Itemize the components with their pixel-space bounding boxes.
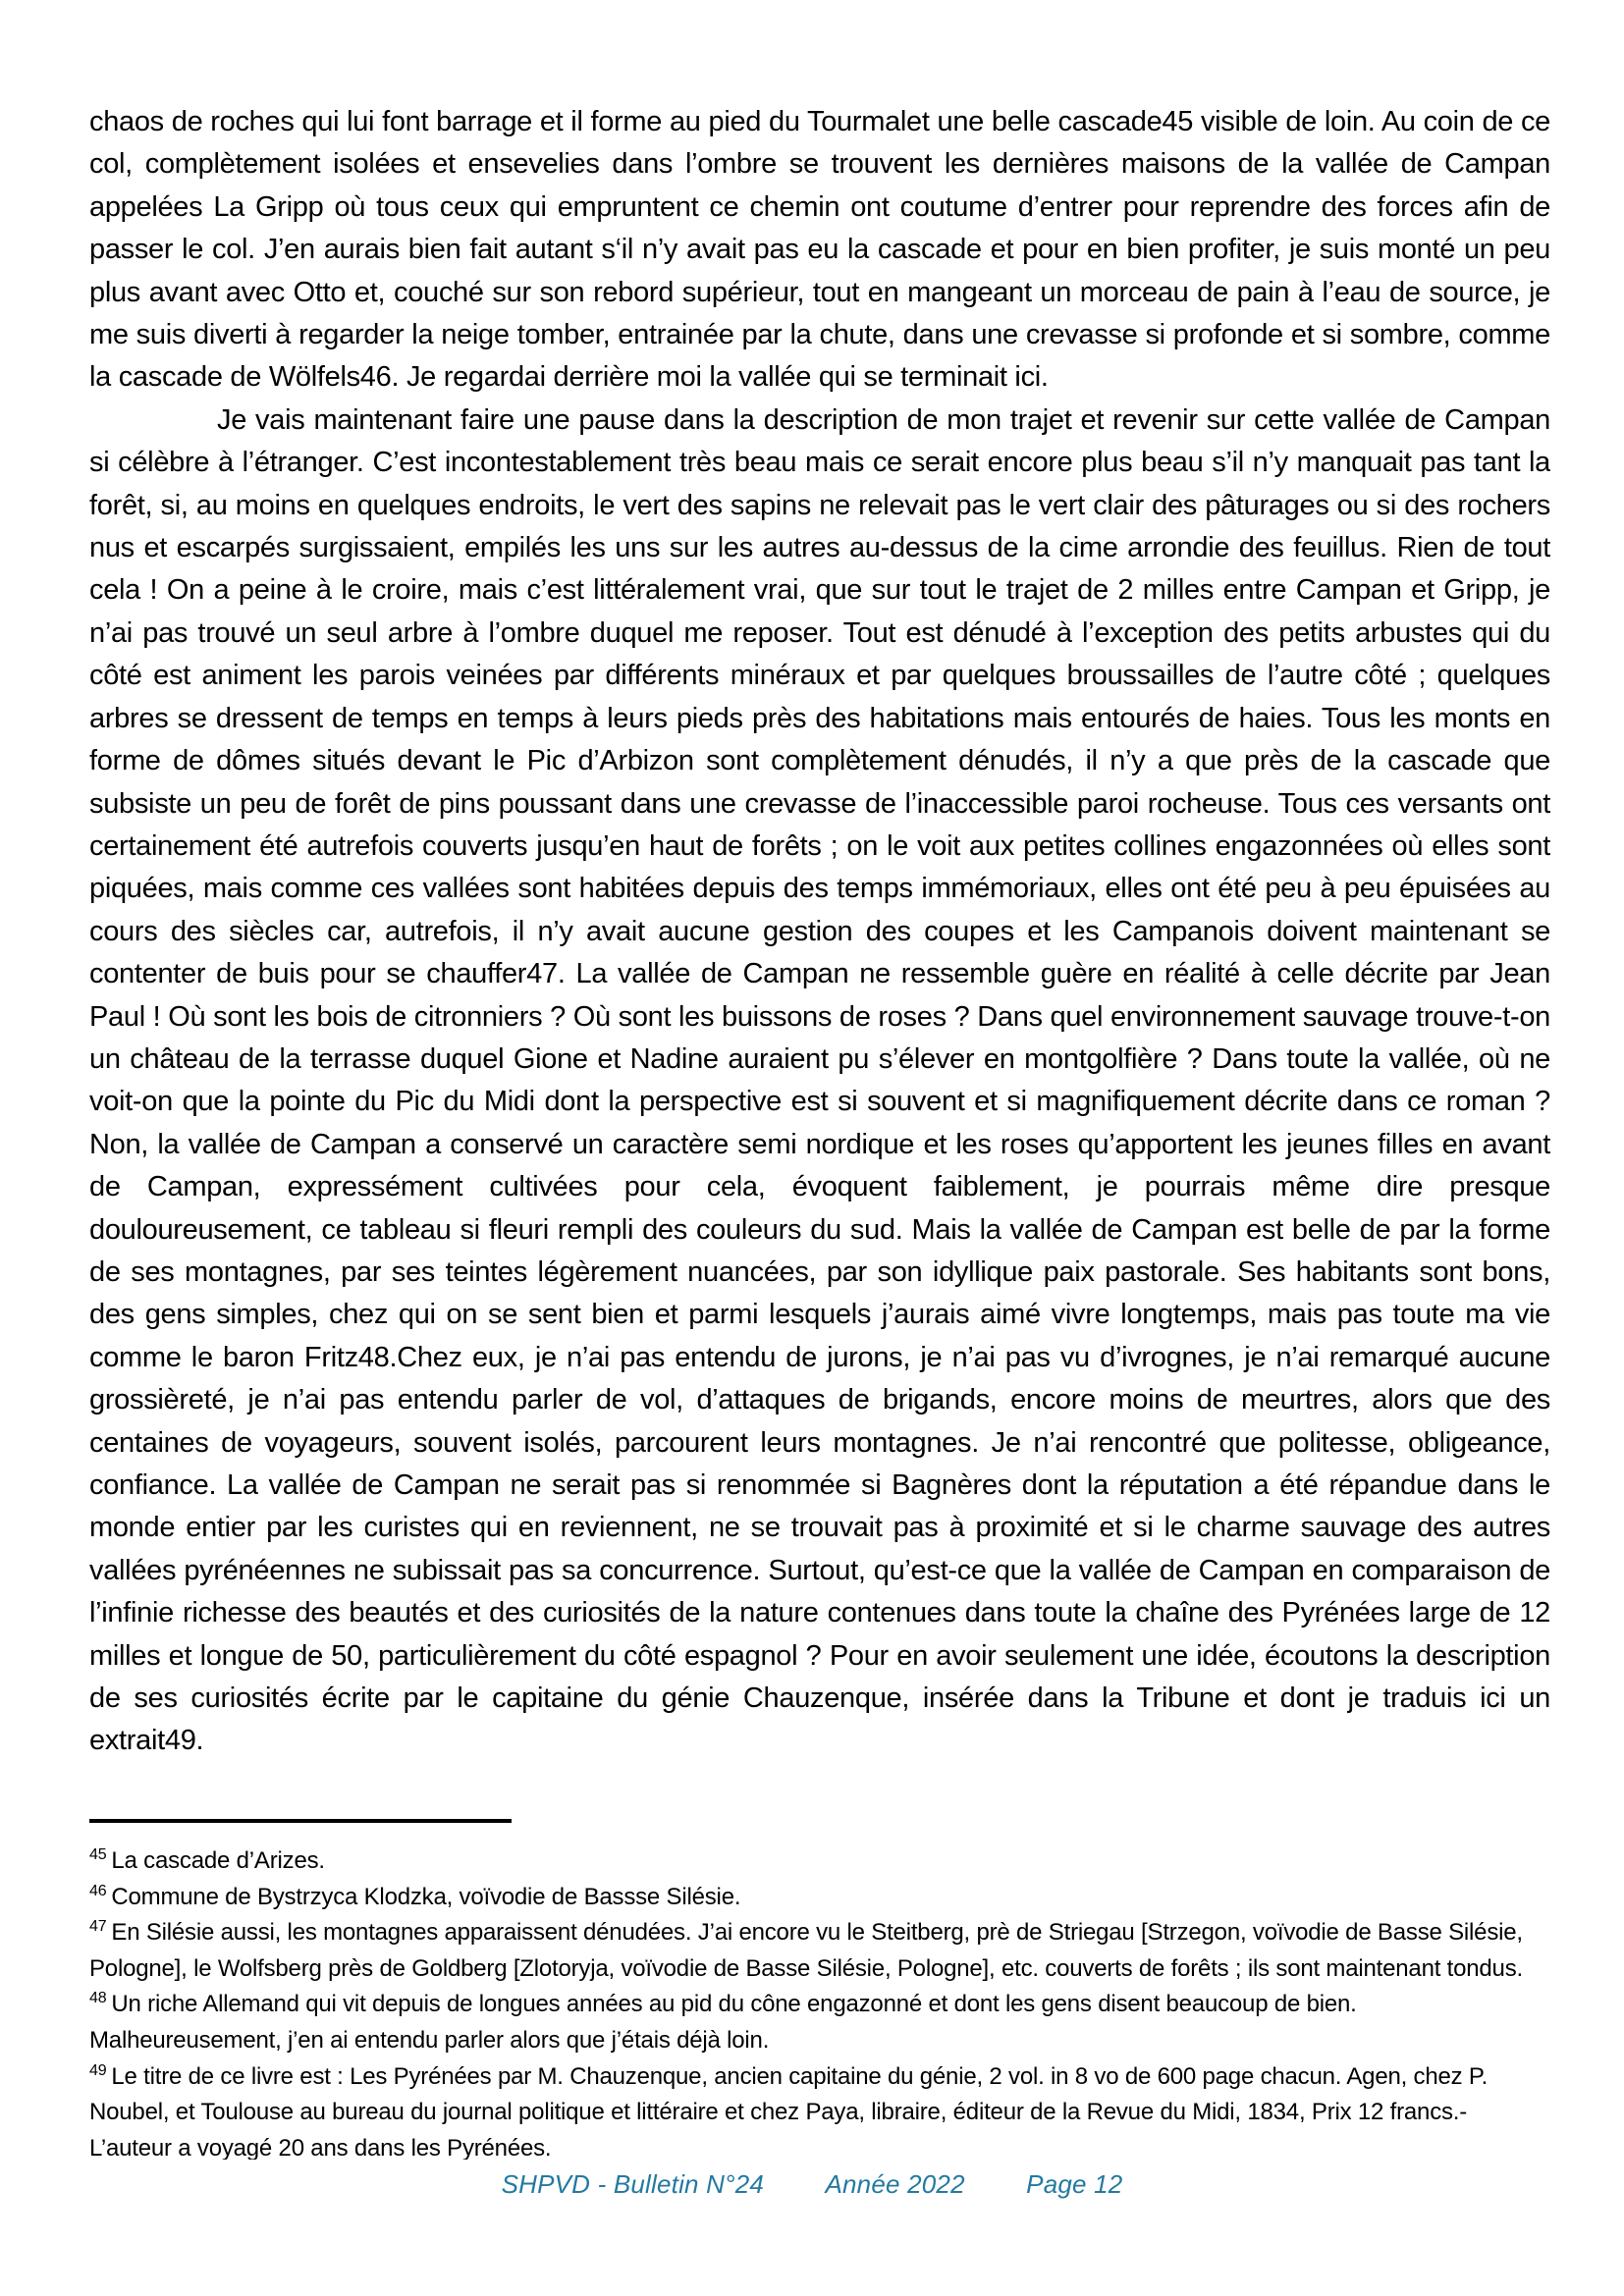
footnote-number: 47 [89,1918,107,1936]
footnote-number: 45 [89,1846,107,1863]
footnote-number: 48 [89,1990,107,2007]
footnote-separator-line [89,1819,512,1823]
footnote [89,1880,1550,1916]
paragraph: Je vais maintenant faire une pause dans la description de mon trajet et revenir sur cette vallée de Campan si célèbre à l’étranger. C’est incontestablement très beau mais ce serait encore plus beau s’il n’y manquait pas tant la forêt, si, au moins en quelques endroits, le vert des sapins ne relevait pas le vert clair des pâturages ou si des rochers nus et escarpés surgissaient, empilés les uns sur les autres au-dessus de la cime arrondie des feuillus. Rien de tout cela ! On a peine à le croire, mais c’est littéralement vrai, que sur tout le trajet de 2 milles entre Campan et Gripp, je n’ai pas trouvé un seul arbre à l’ombre duquel me reposer. Tout est dénudé à l’exception des petits arbustes qui du côté est animent les parois veinées par différents minéraux et par quelques broussailles de l’autre côté ; quelques arbres se dressent de temps en temps à leurs pieds près des habitations mais entourés de haies. Tous les monts en forme de dômes situés devant le Pic d’Arbizon sont complètement dénudés, il n’y a que près de la cascade que subsiste un peu de forêt de pins poussant dans une crevasse de l’inaccessible paroi rocheuse. Tous ces versants ont certainement été autrefois couverts jusqu’en haut de forêts ; on le voit aux petites collines engazonnées où elles sont piquées, mais comme ces vallées sont habitées depuis des temps immémoriaux, elles ont été peu à peu épuisées au cours des siècles car, autrefois, il n’y avait aucune gestion des coupes et les Campanois doivent maintenant se contenter de buis pour se chauffer47. La vallée de Campan ne ressemble guère en réalité à celle décrite par Jean Paul ! Où sont les bois de citronniers ? Où sont les buissons de roses ? Dans quel environnement sauvage trouve-t-on un château de la terrasse duquel Gione et Nadine auraient pu s’élever en montgolfière ? Dans toute la vallée, où ne voit-on que la pointe du Pic du Midi dont la perspective est si souvent et si magnifiquement décrite dans ce roman ? Non, la vallée de Campan a conservé un caractère semi nordique et les roses qu’apportent les jeunes filles en avant de Campan, expressément cultivées pour cela, évoquent faiblement, je pourrais même dire presque douloureusement, ce tableau si fleuri rempli des couleurs du sud. Mais la vallée de Campan est belle de par la forme de ses montagnes, par ses teintes légèrement nuancées, par son idyllique paix pastorale. Ses habitants sont bons, des gens simples, chez qui on se sent bien et parmi lesquels j’aurais aimé vivre longtemps, mais pas toute ma vie comme le baron Fritz48.Chez eux, je n’ai pas entendu de jurons, je n’ai pas vu d’ivrognes, je n’ai remarqué aucune grossièreté, je n’ai pas entendu parler de vol, d’attaques de brigands, encore moins de meurtres, alors que des centaines de voyageurs, souvent isolés, parcourent leurs montagnes. Je n’ai rencontré que politesse, obligeance, confiance. La vallée de Campan ne serait pas si renommée si Bagnères dont la réputation a été répandue dans le monde entier par les curistes qui en reviennent, ne se trouvait pas à proximité et si le charme sauvage des autres vallées pyrénéennes ne subissait pas sa concurrence. Surtout, qu’est-ce que la vallée de Campan en comparaison de l’infinie richesse des beautés et des curiosités de la nature contenues dans toute la chaîne des Pyrénées large de 12 milles et longue de 50, particulièrement du côté espagnol ? Pour en avoir seulement une idée, écoutons la description de ses curiosités écrite par le capitaine du génie Chauzenque, insérée dans la Tribune et dont je traduis ici un extrait49. [89,403,1550,1757]
footnote [89,1915,1550,1987]
footnote-text: Le titre de ce livre est : Les Pyrénées par M. Chauzenque, ancien capitaine du génie, 2 vol. in 8 vo de 600 page chacun. Agen, chez P. Noubel, et Toulouse au bureau du journal politique et littéraire et chez Paya, libraire, éditeur de la Revue du Midi, 1834, Prix 12 francs.- L’auteur a voyagé 20 ans dans les Pyrénées. [89,2062,1489,2160]
footer-year-label: Année 2022 [825,2169,965,2199]
footer-bulletin-label: SHPVD - Bulletin N°24 [501,2169,765,2199]
footnote-text: Commune de Bystrzyca Klodzka, voïvodie de Bassse Silésie. [111,1883,741,1910]
footnote-text: La cascade d’Arizes. [111,1847,325,1874]
paragraph: chaos de roches qui lui font barrage et il forme au pied du Tourmalet une belle cascade45 visible de loin. Au coin de ce col, complètement isolées et ensevelies dans l’ombre se trouvent les dernières maisons de la vallée de Campan appelées La Gripp où tous ceux qui empruntent ce chemin ont coutume d’entrer pour reprendre des forces afin de passer le col. J’en aurais bien fait autant s‘il n’y avait pas eu la cascade et pour en bien profiter, je suis monté un peu plus avant avec Otto et, couché sur son rebord supérieur, tout en mangeant un morceau de pain à l’eau de source, je me suis diverti à regarder la neige tomber, entrainée par la chute, dans une crevasse si profonde et si sombre, comme la cascade de Wölfels46. Je regardai derrière moi la vallée qui se terminait ici. [89,106,1550,394]
footnote [89,1987,1550,2058]
footnote [89,2059,1550,2160]
footnotes-block [89,1843,1550,2160]
footnote-number: 49 [89,2061,107,2079]
footnote [89,1843,1550,1880]
body-text-block [89,101,1550,1811]
footnote-text: Un riche Allemand qui vit depuis de longues années au pid du cône engazonné et dont les gens disent beaucoup de bien. Malheureusement, j’en ai entendu parler alors que j’étais déjà loin. [89,1991,1357,2054]
footnote-text: En Silésie aussi, les montagnes apparaissent dénudées. J’ai encore vu le Steitberg, prè de Striegau [Strzegon, voïvodie de Basse Silésie, Pologne], le Wolfsberg près de Goldberg [Zlotoryja, voïvodie de Basse Silésie, Pologne], etc. couverts de forêts ; ils sont maintenant tondus. [89,1919,1523,1982]
footnote-number: 46 [89,1882,107,1899]
footer-page-number: Page 12 [1026,2169,1123,2199]
page-footer [0,2169,1624,2200]
